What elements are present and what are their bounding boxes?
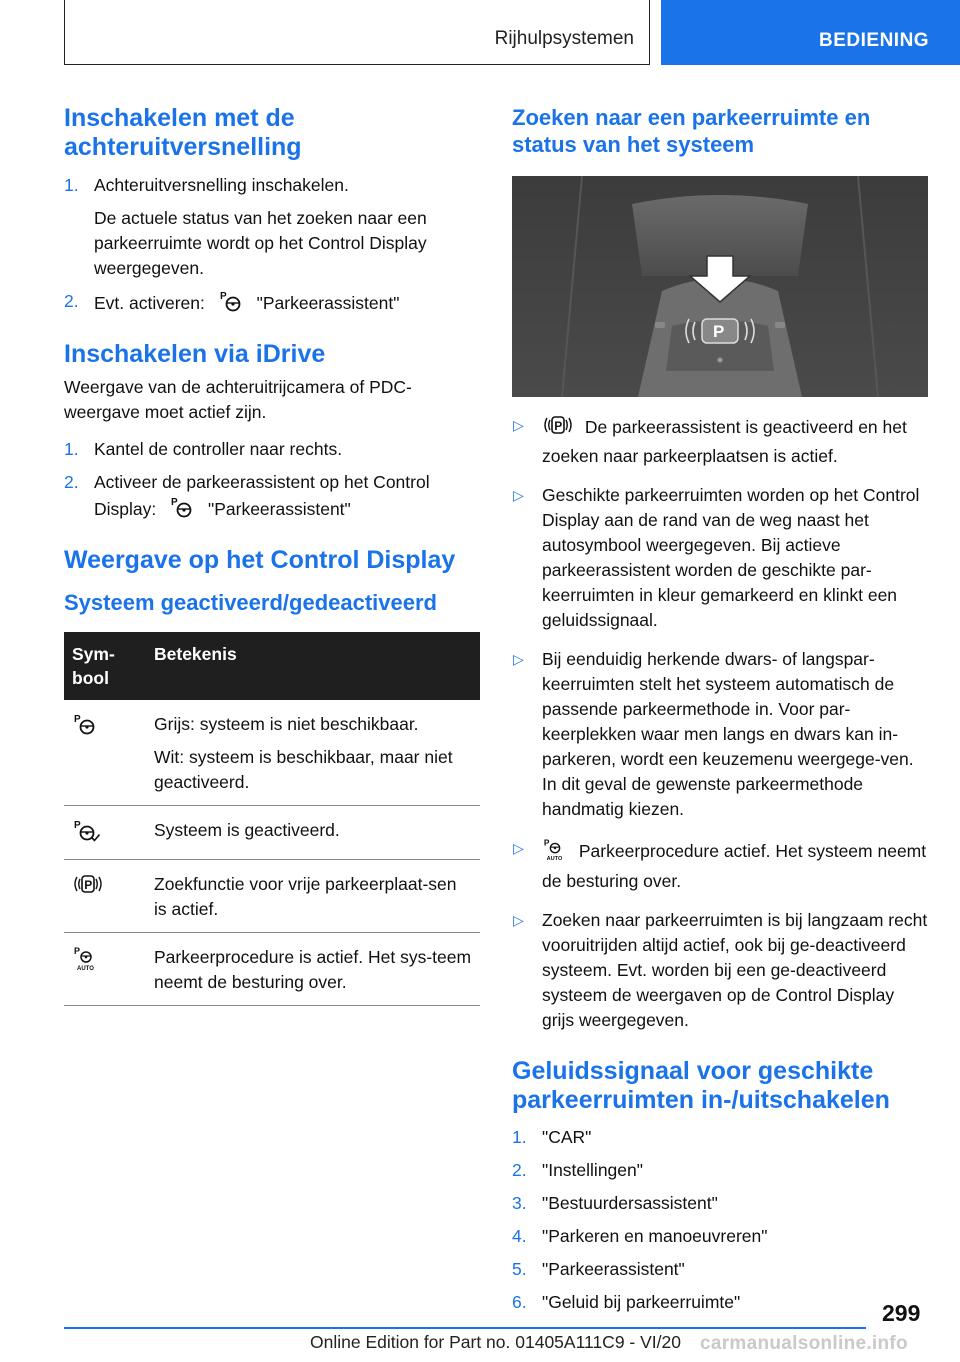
footer-divider [64, 1327, 866, 1329]
meaning-line: Wit: systeem is beschikbaar, maar niet geactiveerd. [154, 747, 453, 792]
step-number: 6. [512, 1292, 527, 1312]
park-assist-icon [169, 495, 195, 526]
step-text: "Bestuurdersassistent" [542, 1193, 718, 1213]
table-cell-meaning [146, 933, 480, 1006]
svg-text:P: P [713, 322, 725, 341]
sound-steps [512, 1125, 928, 1315]
bullet-triangle-icon: ▷ [513, 651, 524, 667]
heading-sound-signal: Geluidssignaal voor geschikte parkeerruimten in-/uitschakelen [512, 1057, 890, 1114]
step-text-quoted: "Parkeerassistent" [256, 293, 400, 314]
chapter-tab [661, 0, 960, 65]
table-row [64, 700, 480, 806]
park-assist-icon [218, 289, 244, 320]
park-auto-icon [542, 836, 568, 869]
list-item [512, 1224, 928, 1249]
symbol-table [64, 632, 480, 1006]
park-assist-icon [72, 712, 98, 743]
meaning-line: Zoekfunctie voor vrije parkeerplaat-sen is actief. [154, 874, 457, 919]
chapter-tab-label: BEDIENING [819, 30, 930, 51]
step-number: 2. [64, 472, 79, 492]
step-number: 5. [512, 1259, 527, 1279]
heading-parking-search: Zoeken naar een parkeerruimte en status van het systeem [512, 105, 871, 157]
table-header-meaning: Betekenis [146, 632, 480, 700]
list-item [512, 413, 928, 469]
step-text: Achteruitversnelling inschakelen. [94, 175, 349, 195]
table-cell-symbol [64, 933, 146, 1006]
step-number: 1. [512, 1127, 527, 1147]
table-cell-symbol [64, 700, 146, 806]
table-row [64, 860, 480, 933]
list-item [512, 908, 928, 1033]
reverse-steps [64, 173, 480, 320]
list-item [512, 1191, 928, 1216]
bullet-text: Geschikte parkeerruimten worden op het Control Display aan de rand van de weg naast het autosymbool weergegeven. Bij actieve parkeerassistent worden de geschikte par-keerruimten in kleur gemarkeerd en klinkt een geluidssignaal. [542, 485, 920, 630]
list-item [64, 289, 480, 320]
table-cell-meaning [146, 700, 480, 806]
list-item [512, 836, 928, 894]
bullet-text: De parkeerassistent is geactiveerd en het zoeken naar parkeerplaatsen is actief. [542, 417, 907, 466]
table-cell-meaning [146, 860, 480, 933]
list-item [512, 1290, 928, 1315]
meaning-line: Parkeerprocedure is actief. Het sys-teem neemt de besturing over. [154, 947, 472, 992]
step-text: "Parkeerassistent" [542, 1259, 685, 1279]
list-item [64, 173, 480, 281]
step-text: Activeer de parkeerassistent op het Control Display: [94, 472, 430, 520]
status-bullets [512, 413, 928, 1033]
edition-text: Online Edition for Part no. 01405A111C9 - VI/20 [310, 1332, 681, 1352]
step-text-quoted: "Parkeerassistent" [208, 499, 351, 520]
svg-text:AUTO: AUTO [546, 856, 563, 862]
idrive-intro: Weergave van de achteruitrijcamera of PDC-weergave moet actief zijn. [64, 377, 412, 422]
right-column [512, 104, 928, 1323]
list-item [64, 470, 480, 526]
heading-idrive: Inschakelen via iDrive [64, 340, 326, 368]
step-text: "Geluid bij parkeerruimte" [542, 1292, 741, 1312]
heading-reverse-gear: Inschakelen met de achteruitversnelling [64, 104, 302, 161]
bullet-triangle-icon: ▷ [513, 417, 524, 433]
step-text: "CAR" [542, 1127, 592, 1147]
step-text: Kantel de controller naar rechts. [94, 439, 343, 459]
parking-search-icon [542, 413, 574, 444]
step-number: 2. [512, 1160, 527, 1180]
step-text: "Instellingen" [542, 1160, 643, 1180]
bullet-triangle-icon: ▷ [513, 487, 524, 503]
park-auto-icon [72, 945, 100, 978]
list-item [512, 1158, 928, 1183]
table-row [64, 933, 480, 1006]
step-extra: De actuele status van het zoeken naar een parkeerruimte wordt op het Control Display weergegeven. [94, 208, 427, 278]
camera-view-illustration [512, 176, 928, 397]
heading-control-display: Weergave op het Control Display [64, 546, 456, 574]
parking-search-icon [72, 872, 104, 903]
step-number: 3. [512, 1193, 527, 1213]
table-cell-symbol [64, 806, 146, 860]
svg-text:P: P [219, 291, 227, 302]
watermark: carmanualsonline.info [700, 1333, 908, 1354]
step-text: "Parkeren en manoeuvreren" [542, 1226, 768, 1246]
table-row [64, 806, 480, 860]
svg-text:P: P [171, 497, 178, 508]
park-assist-active-icon [72, 818, 100, 849]
page-number: 299 [882, 1300, 921, 1326]
step-number: 4. [512, 1226, 527, 1246]
svg-text:P: P [554, 419, 563, 433]
bullet-text: Parkeerprocedure actief. Het systeem neemt de besturing over. [542, 841, 927, 891]
svg-text:P: P [74, 820, 81, 831]
svg-text:P: P [74, 714, 81, 725]
step-number: 1. [64, 175, 79, 195]
svg-text:P: P [543, 837, 550, 848]
svg-text:P: P [84, 878, 93, 892]
list-item [512, 647, 928, 822]
step-number: 1. [64, 439, 79, 459]
bullet-triangle-icon: ▷ [513, 840, 524, 856]
svg-text:AUTO: AUTO [77, 966, 94, 971]
idrive-steps [64, 437, 480, 526]
list-item [64, 437, 480, 462]
step-text: Evt. activeren: [94, 293, 205, 314]
list-item [512, 1257, 928, 1282]
bullet-text: Bij eenduidig herkende dwars- of langspar-keerruimten stelt het systeem automatisch de passende parkeermethode in. Voor par-keerplekken waar men langs en dwars kan in-parkeren, wordt een keuzemenu weergege-ven. In dit geval de gewenste parkeermethode handmatig kiezen. [542, 649, 914, 819]
list-item [512, 1125, 928, 1150]
table-cell-symbol [64, 860, 146, 933]
list-item [512, 483, 928, 633]
bullet-text: Zoeken naar parkeerruimten is bij langzaam recht vooruitrijden altijd actief, ook bij ge-deactiveerd systeem. Evt. worden bij een ge-deactiveerd systeem de weergaven op de Control Display grijs weergegeven. [542, 910, 928, 1030]
section-title: Rijhulpsystemen [494, 28, 634, 49]
meaning-line: Systeem is geactiveerd. [154, 820, 340, 840]
svg-text:P: P [74, 946, 81, 956]
table-header-symbol: Sym- bool [64, 632, 146, 700]
left-column [64, 104, 480, 1006]
bullet-triangle-icon: ▷ [513, 912, 524, 928]
meaning-line: Grijs: systeem is niet beschikbaar. [154, 714, 419, 734]
step-number: 2. [64, 291, 79, 311]
heading-system-status: Systeem geactiveerd/gedeactiveerd [64, 590, 437, 615]
table-cell-meaning [146, 806, 480, 860]
